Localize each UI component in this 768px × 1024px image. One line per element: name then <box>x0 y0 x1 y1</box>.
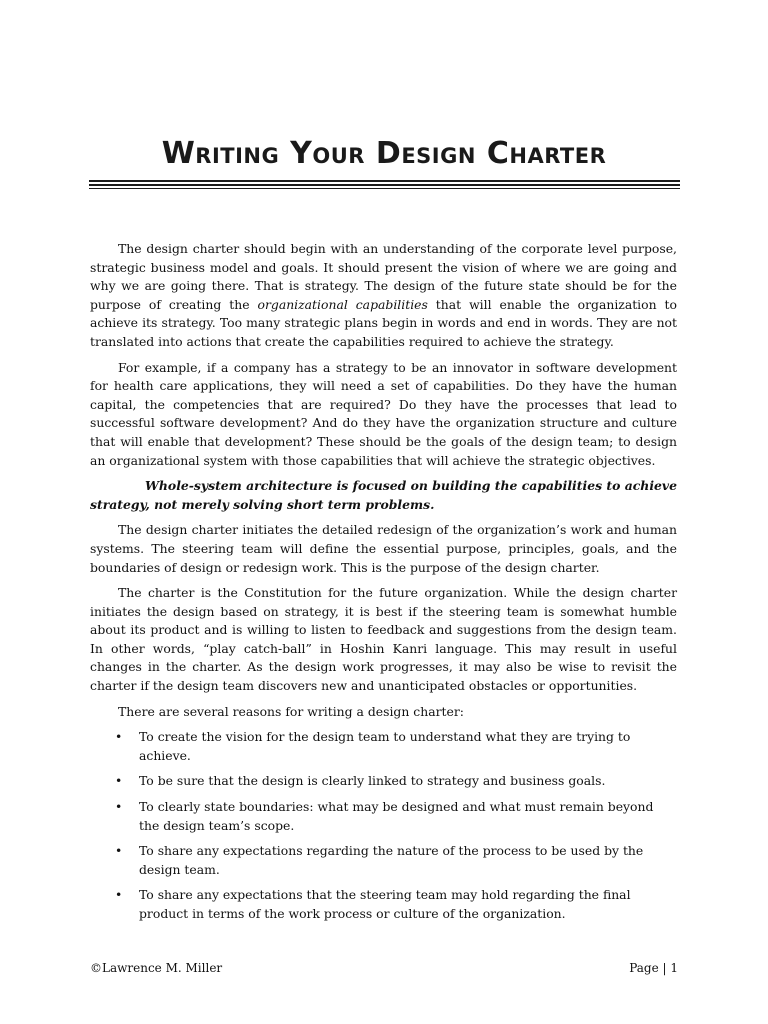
list-item-text: To clearly state boundaries: what may be designed and what must remain beyond the design team’s scope. <box>139 799 654 833</box>
emphasis-organizational-capabilities: organizational capabilities <box>257 296 428 312</box>
bullet-icon: • <box>115 887 123 903</box>
list-item-text: To be sure that the design is clearly linked to strategy and business goals. <box>139 773 606 789</box>
paragraph-intro-text-b: that will enable the organization to achieve its strategy. Too many strategic plans begin in words and end in words. They are not translated into actions that create the capabilities required to achieve the strategy. <box>90 296 677 349</box>
paragraph-constitution: The charter is the Constitution for the future organization. While the design charter initiates the design based on strategy, it is best if the steering team is somewhat humble about its product and is willing to listen to feedback and suggestions from the design team. In other words, “play catch-ball” in Hoshin Kanri language. This may result in useful changes in the charter. As the design work progresses, it may also be wise to revisit the charter if the design team discovers new and unanticipated obstacles or opportunities. <box>90 585 677 694</box>
document-body <box>90 240 677 931</box>
bullet-icon: • <box>115 729 123 745</box>
list-item-text: To share any expectations that the steering team may hold regarding the final product in terms of the work process or culture of the organization. <box>139 887 631 921</box>
list-item <box>90 886 677 923</box>
title-rule-bottom <box>89 188 680 189</box>
page-title: Writing Your Design Charter <box>161 136 607 171</box>
list-item <box>90 772 677 791</box>
bullet-icon: • <box>115 799 123 815</box>
bullet-icon: • <box>115 843 123 859</box>
bullet-icon: • <box>115 773 123 789</box>
list-item-text: To share any expectations regarding the nature of the process to be used by the design team. <box>139 843 644 877</box>
title-rule-middle <box>89 184 680 186</box>
paragraph-redesign: The design charter initiates the detailed redesign of the organization’s work and human systems. The steering team will define the essential purpose, principles, goals, and the boundaries of design or redesign work. This is the purpose of the design charter. <box>90 522 677 575</box>
reasons-list <box>90 728 677 923</box>
list-item <box>90 842 677 879</box>
list-item <box>90 798 677 835</box>
pull-quote: Whole-system architecture is focused on building the capabilities to achieve strategy, not merely solving short term problems. <box>90 478 677 512</box>
paragraph-intro-text-a: The design charter should begin with an understanding of the corporate level purpose, strategic business model and goals. It should present the vision of where we are going and why we are going there. That is strategy. The design of the future state should be for the purpose of creating the <box>90 241 677 312</box>
paragraph-example: For example, if a company has a strategy to be an innovator in software development for health care applications, they will need a set of capabilities. Do they have the human capital, the competencies that are required? Do they have the processes that lead to successful software development? And do they have the organization structure and culture that will enable that development? These should be the goals of the design team; to design an organizational system with those capabilities that will achieve the strategic objectives. <box>90 359 677 468</box>
list-item <box>90 728 677 765</box>
title-rule-top <box>89 180 680 182</box>
footer-page-number: Page | 1 <box>629 961 678 975</box>
list-item-text: To create the vision for the design team to understand what they are trying to achieve. <box>139 729 631 763</box>
paragraph-intro <box>90 240 677 352</box>
paragraph-reasons-intro: There are several reasons for writing a design charter: <box>118 703 464 719</box>
footer-author: ©Lawrence M. Miller <box>90 961 223 975</box>
